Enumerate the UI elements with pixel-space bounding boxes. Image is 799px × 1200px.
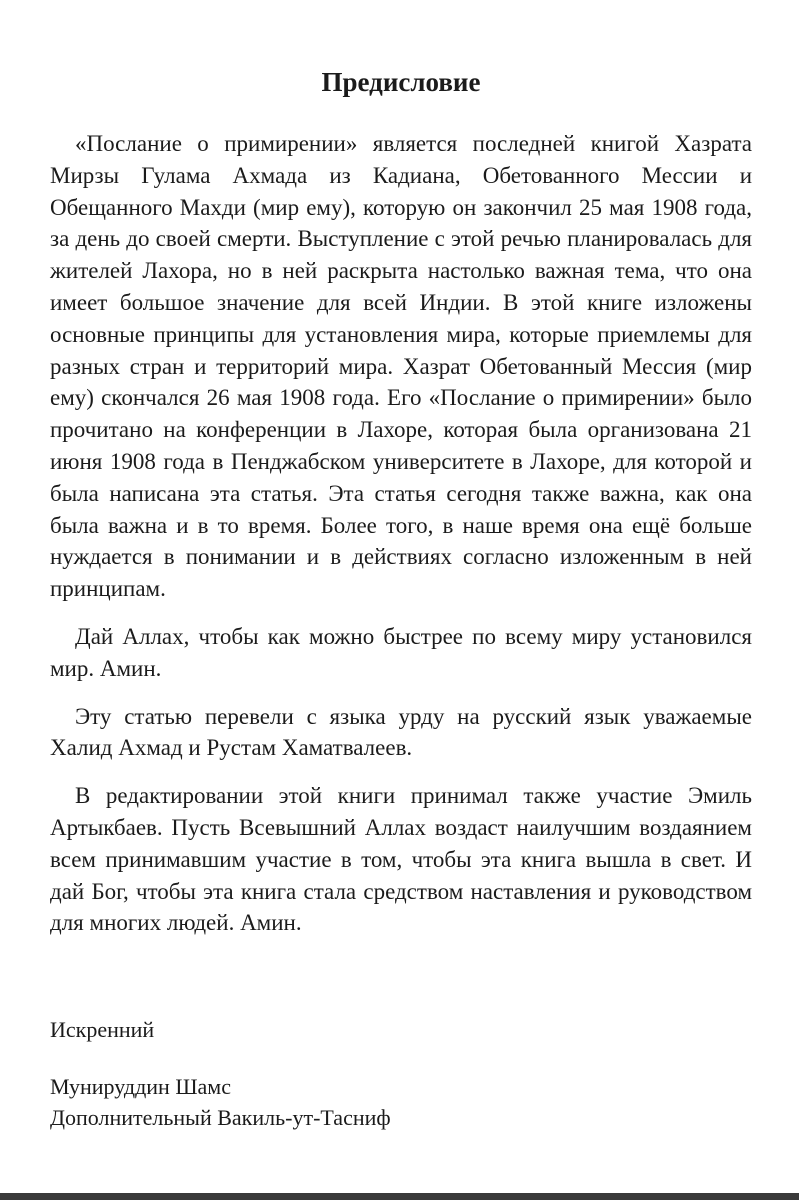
bottom-edge-bar [0, 1193, 799, 1200]
paragraph-4: В редактировании этой книги принимал также участие Эмиль Артыкбаев. Пусть Всевышний Аллах воздаст наилучшим воздаянием всем принимавшим участие в том, чтобы эта книга вышла в свет. И дай Бог, чтобы эта книга стала средством наставления и руководством для многих людей. Амин. [50, 783, 752, 936]
paragraph-1: «Послание о примирении» является последней книгой Хазрата Мирзы Гулама Ахмада из Кадиана, Обетованного Мессии и Обещанного Махди (мир ему), которую он закончил 25 мая 1908 года, за день до своей смерти. Выступление с этой речью планировалась для жителей Лахора, но в ней раскрыта настолько важная тема, что она имеет большое значение для всей Индии. В этой книге изложены основные принципы для установления мира, которые приемлемы для разных стран и территорий мира. Хазрат Обетованный Мессия (мир ему) скончался 26 мая 1908 года. Его «Послание о примирении» было прочитано на конференции в Лахоре, которая была организована 21 июня 1908 года в Пенджабском университете в Лахоре, для которой и была написана эта статья. Эта статья сегодня также важна, как она была важна и в то время. Более того, в наше время она ещё больше нуждается в понимании и в действиях согласно изложенным в ней принципам. [50, 131, 752, 602]
paragraph-3: Эту статью перевели с языка урду на русский язык уважаемые Халид Ахмад и Рустам Хаматвалеев. [50, 703, 752, 761]
signature-name: Мунируддин Шамс [50, 1074, 231, 1099]
signature-position: Дополнительный Вакиль-ут-Тасниф [50, 1105, 391, 1130]
closing-word: Искренний [50, 1017, 155, 1042]
body-text [50, 128, 752, 955]
page-title: Предисловие [321, 67, 481, 97]
paragraph-2: Дай Аллах, чтобы как можно быстрее по всему миру установился мир. Амин. [50, 623, 752, 681]
